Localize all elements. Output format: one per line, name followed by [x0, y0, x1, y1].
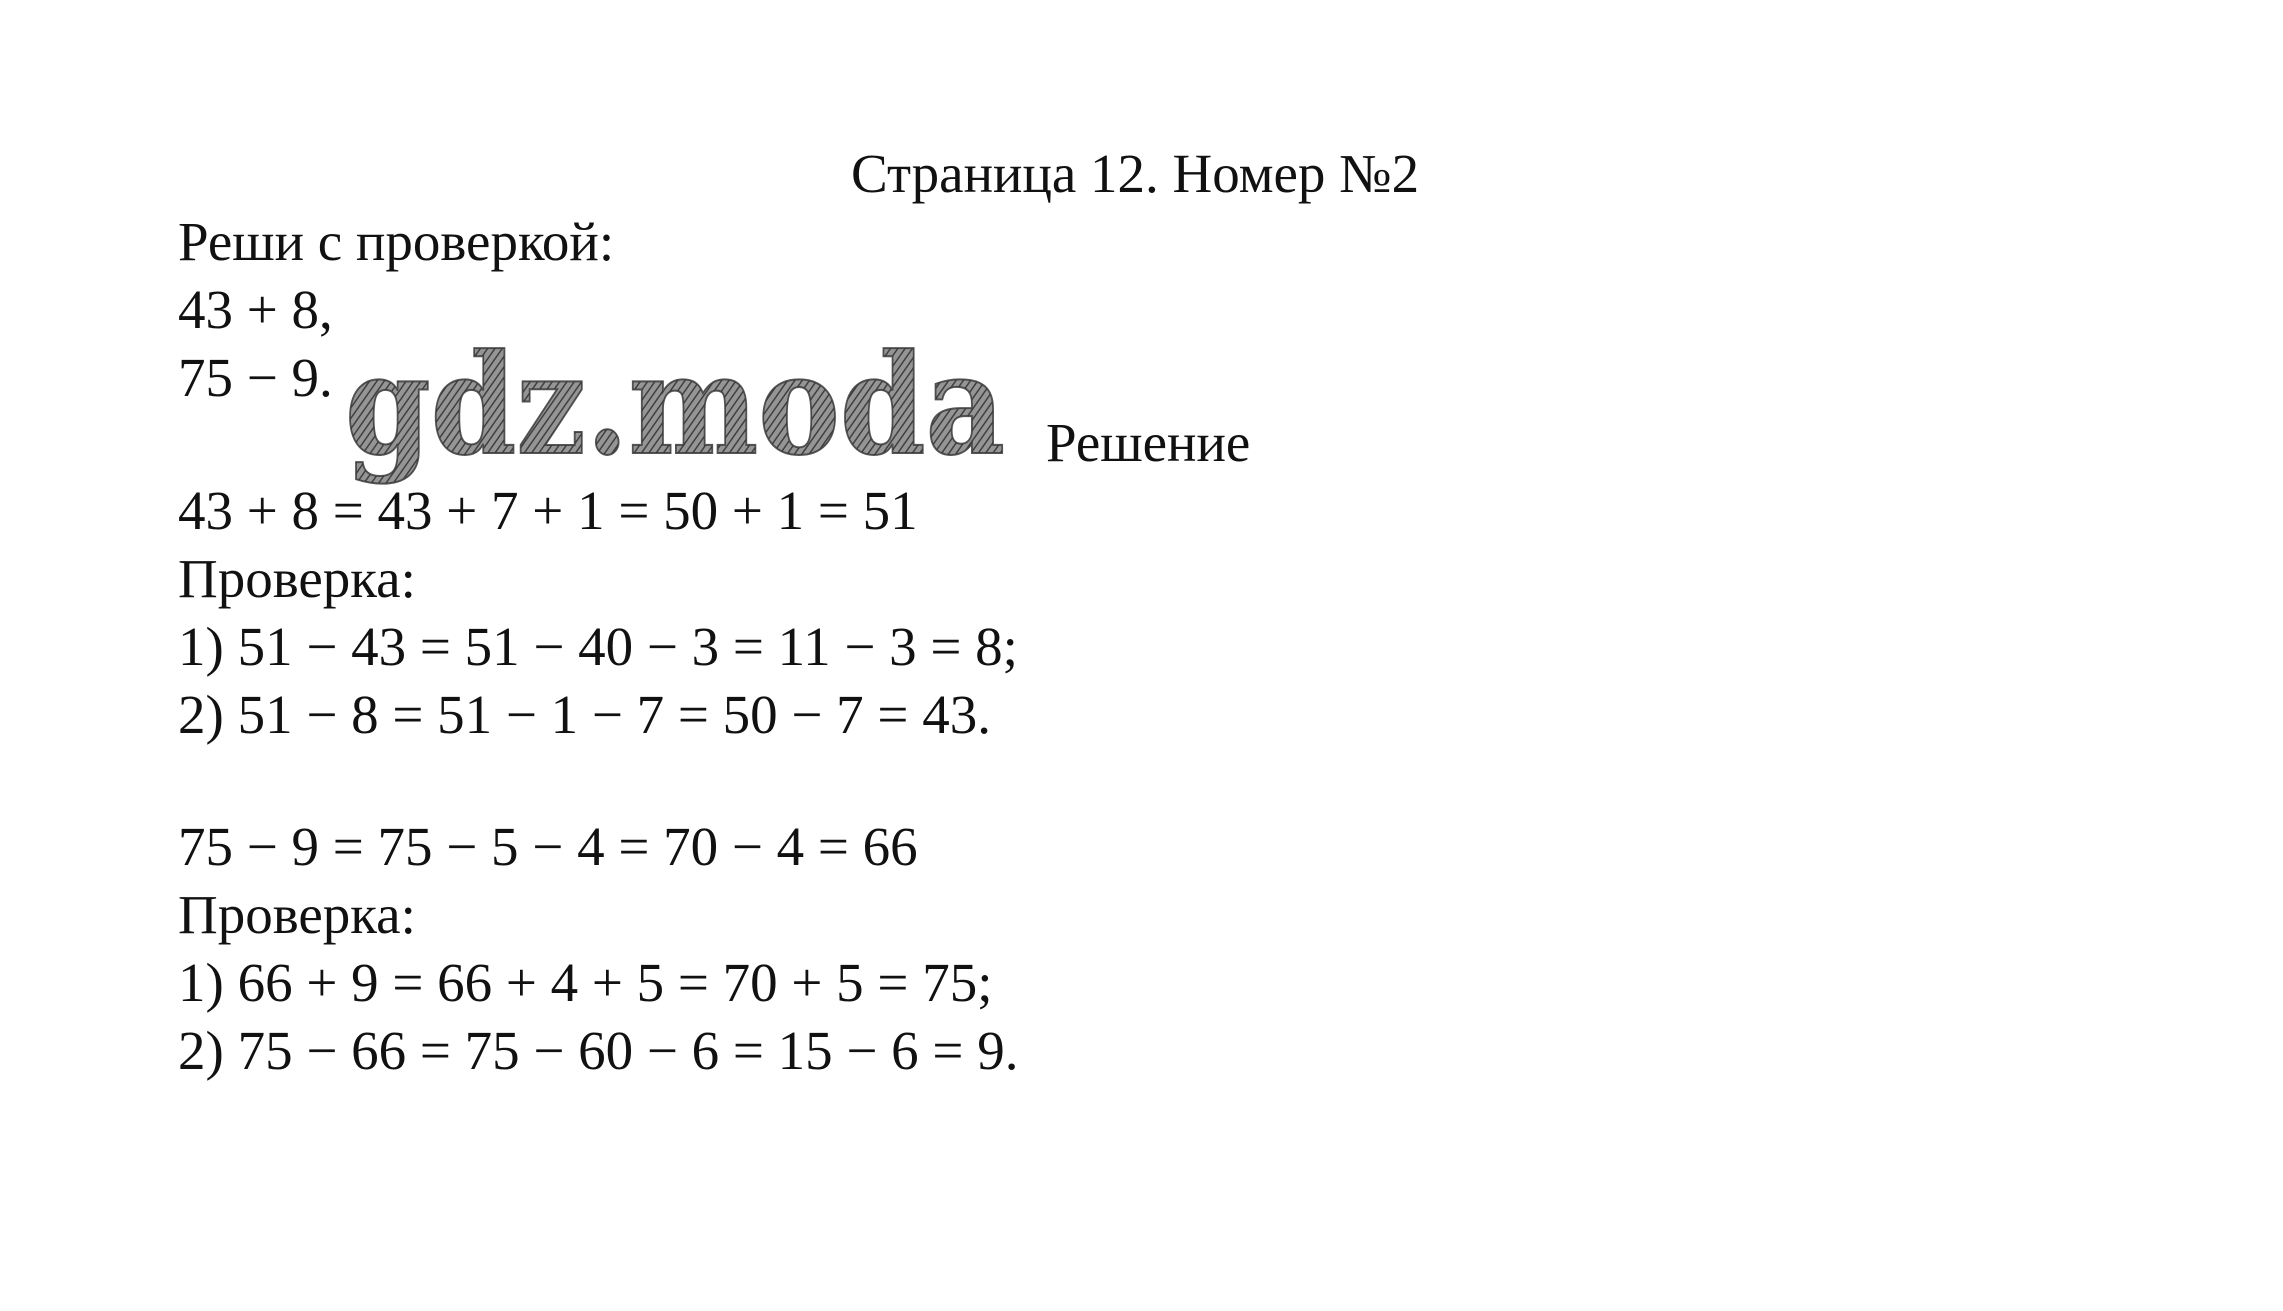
task-item-1: 43 + 8, — [178, 279, 333, 340]
solution-2-check-2: 2) 75 − 66 = 75 − 60 − 6 = 15 − 6 = 9. — [178, 1020, 1019, 1081]
page-title: Страница 12. Номер №2 — [851, 143, 1420, 204]
solution-1-check-2: 2) 51 − 8 = 51 − 1 − 7 = 50 − 7 = 43. — [178, 684, 991, 745]
solution-1-check-1: 1) 51 − 43 = 51 − 40 − 3 = 11 − 3 = 8; — [178, 616, 1018, 677]
solution-2-check-1: 1) 66 + 9 = 66 + 4 + 5 = 70 + 5 = 75; — [178, 952, 993, 1013]
gdz-moda-watermark — [335, 335, 1015, 495]
solution-1-check-label: Проверка: — [178, 548, 416, 609]
solution-heading: Решение — [1046, 412, 1251, 473]
solution-1-equation: 43 + 8 = 43 + 7 + 1 = 50 + 1 = 51 — [178, 480, 918, 541]
solution-2-check-label: Проверка: — [178, 884, 416, 945]
solution-2-equation: 75 − 9 = 75 − 5 − 4 = 70 − 4 = 66 — [178, 816, 918, 877]
task-item-2: 75 − 9. — [178, 347, 333, 408]
task-prompt: Реши с проверкой: — [178, 211, 615, 272]
watermark-text: gdz.moda — [345, 335, 1005, 486]
